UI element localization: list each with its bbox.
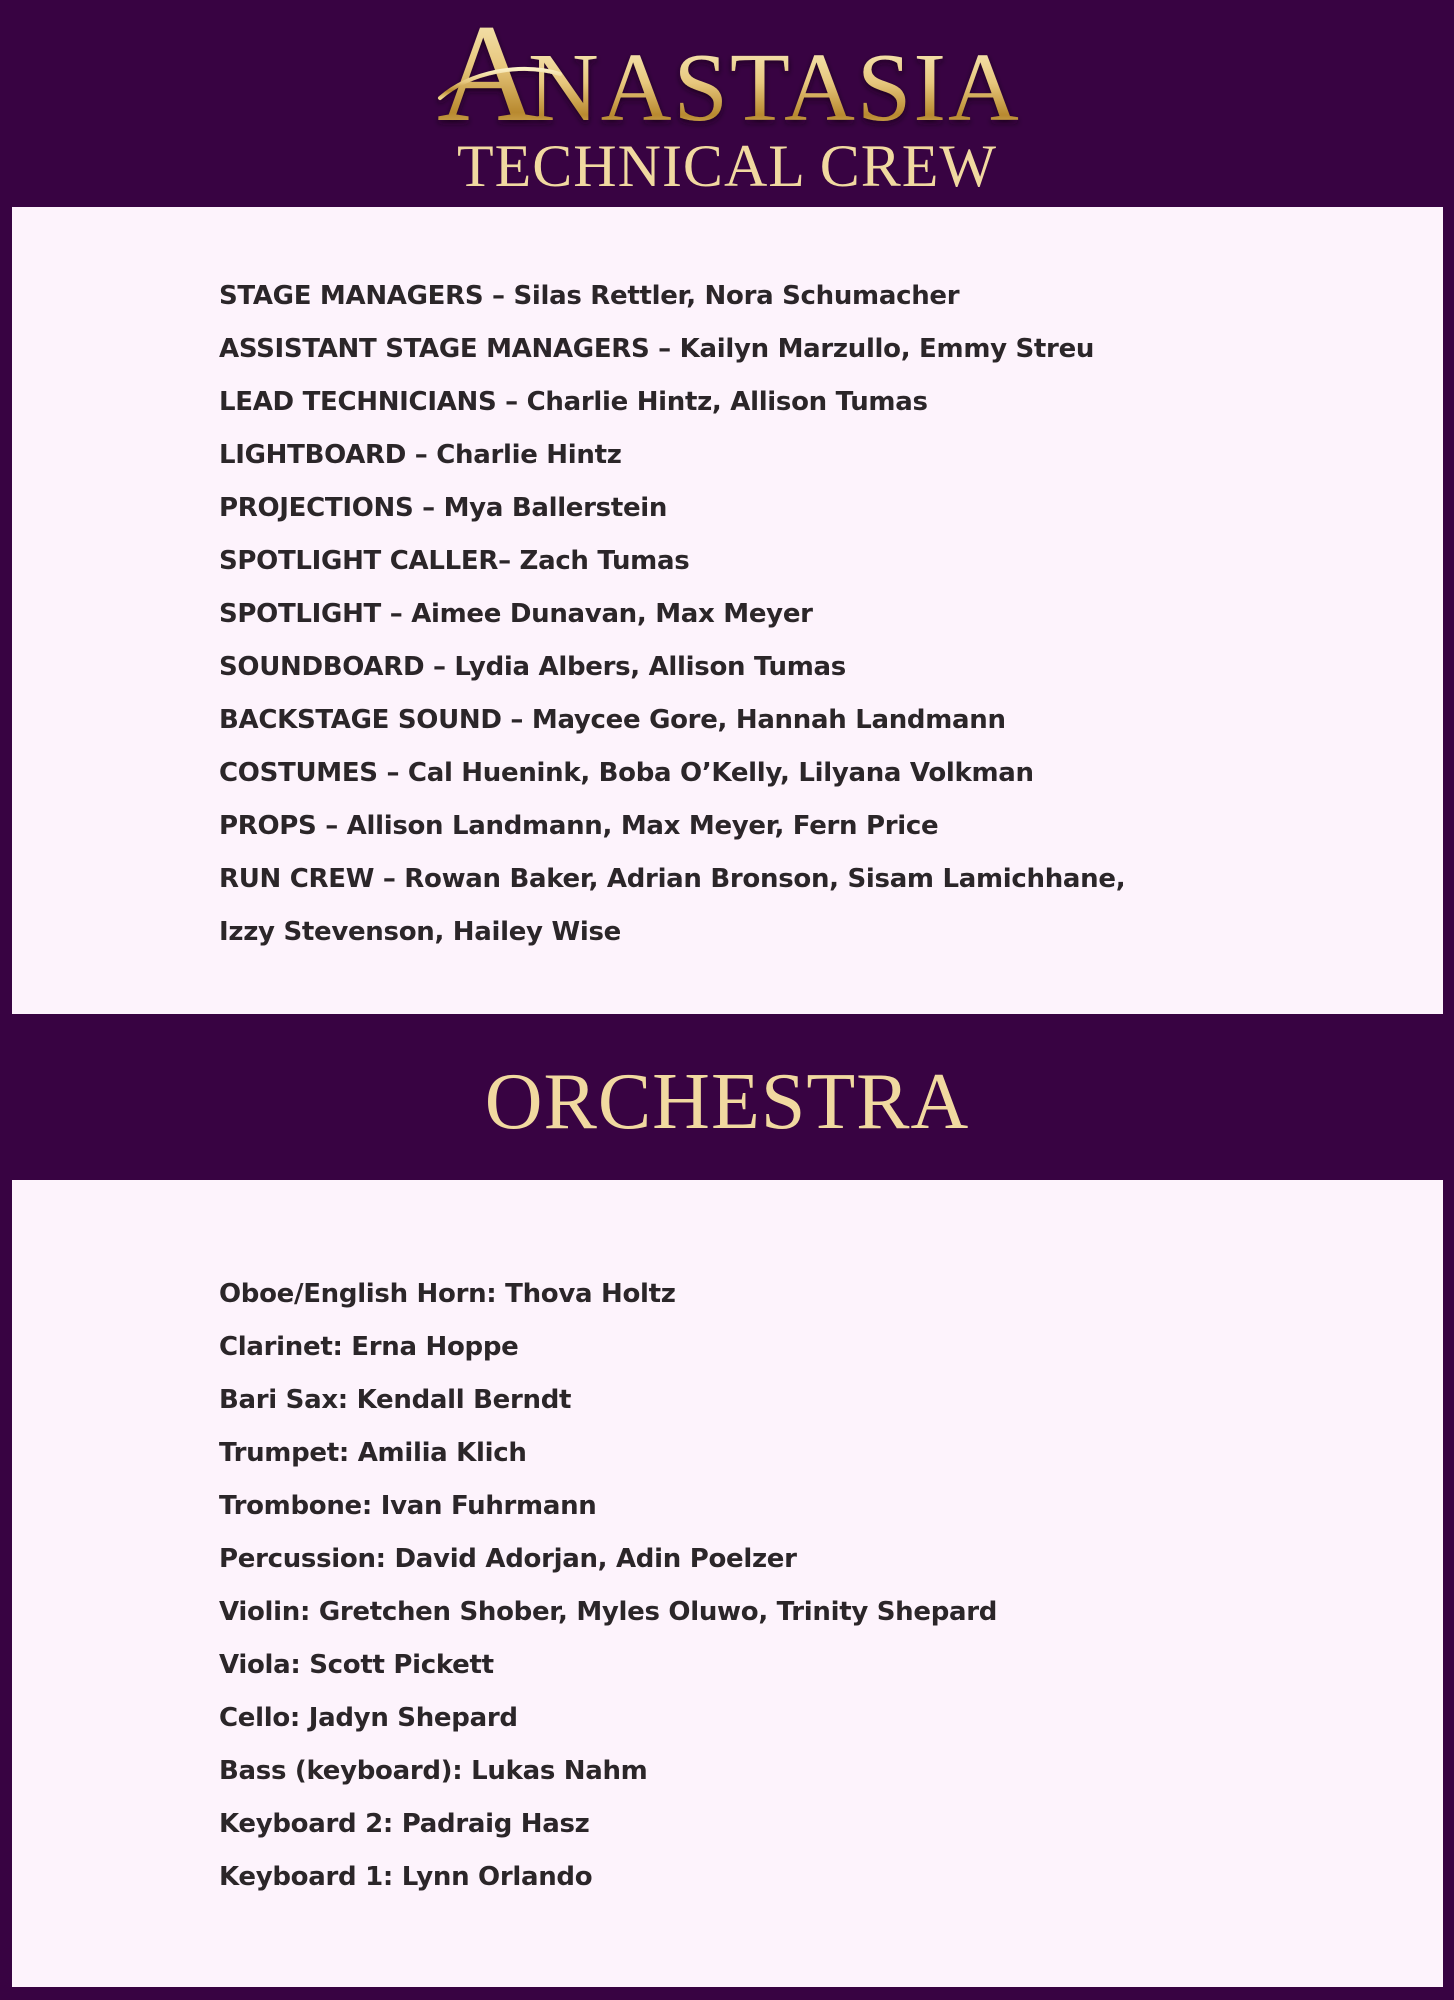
credit-line: Percussion: David Adorjan, Adin Poelzer [219,1544,797,1574]
technical-crew-list [219,270,1125,959]
credit-line: RUN CREW – Rowan Baker, Adrian Bronson, Sisam Lamichhane, [219,864,1126,894]
credit-line: Violin: Gretchen Shober, Myles Oluwo, Trinity Shepard [219,1597,998,1627]
orchestra-title: ORCHESTRA [484,1058,970,1146]
technical-crew-title: TECHNICAL CREW [456,133,998,199]
credit-line: Viola: Scott Pickett [219,1650,494,1680]
credit-line: Cello: Jadyn Shepard [219,1703,518,1733]
orchestra-panel [12,1180,1443,1987]
credit-line: Oboe/English Horn: Thova Holtz [219,1279,676,1309]
credit-line: Trombone: Ivan Fuhrmann [219,1491,597,1521]
credit-line: SOUNDBOARD – Lydia Albers, Allison Tumas [219,652,846,682]
credit-line: PROJECTIONS – Mya Ballerstein [219,493,668,523]
credit-line: Bass (keyboard): Lukas Nahm [219,1756,648,1786]
credit-line: Trumpet: Amilia Klich [219,1438,527,1468]
svg-text:A: A [437,2,539,132]
svg-text:NASTASIA: NASTASIA [528,34,1021,132]
page-header [0,0,1454,206]
credit-line: Keyboard 1: Lynn Orlando [219,1862,593,1892]
credit-line: SPOTLIGHT – Aimee Dunavan, Max Meyer [219,599,813,629]
credit-line: BACKSTAGE SOUND – Maycee Gore, Hannah Landmann [219,705,1006,735]
credit-line: PROPS – Allison Landmann, Max Meyer, Fern Price [219,811,939,841]
credit-line: Bari Sax: Kendall Berndt [219,1385,572,1415]
technical-crew-panel [12,207,1443,1014]
credit-line: Keyboard 2: Padraig Hasz [219,1809,590,1839]
credit-line: LEAD TECHNICIANS – Charlie Hintz, Allison Tumas [219,387,928,417]
credit-line: COSTUMES – Cal Huenink, Boba O’Kelly, Lilyana Volkman [219,758,1034,788]
anastasia-logo [0,2,1454,132]
credit-line: ASSISTANT STAGE MANAGERS – Kailyn Marzullo, Emmy Streu [219,334,1095,364]
credit-line: SPOTLIGHT CALLER– Zach Tumas [219,546,690,576]
credit-line: Clarinet: Erna Hoppe [219,1332,519,1362]
credit-line: STAGE MANAGERS – Silas Rettler, Nora Schumacher [219,281,960,311]
orchestra-list [219,1268,997,1904]
credit-line: Izzy Stevenson, Hailey Wise [219,917,621,947]
credit-line: LIGHTBOARD – Charlie Hintz [219,440,622,470]
